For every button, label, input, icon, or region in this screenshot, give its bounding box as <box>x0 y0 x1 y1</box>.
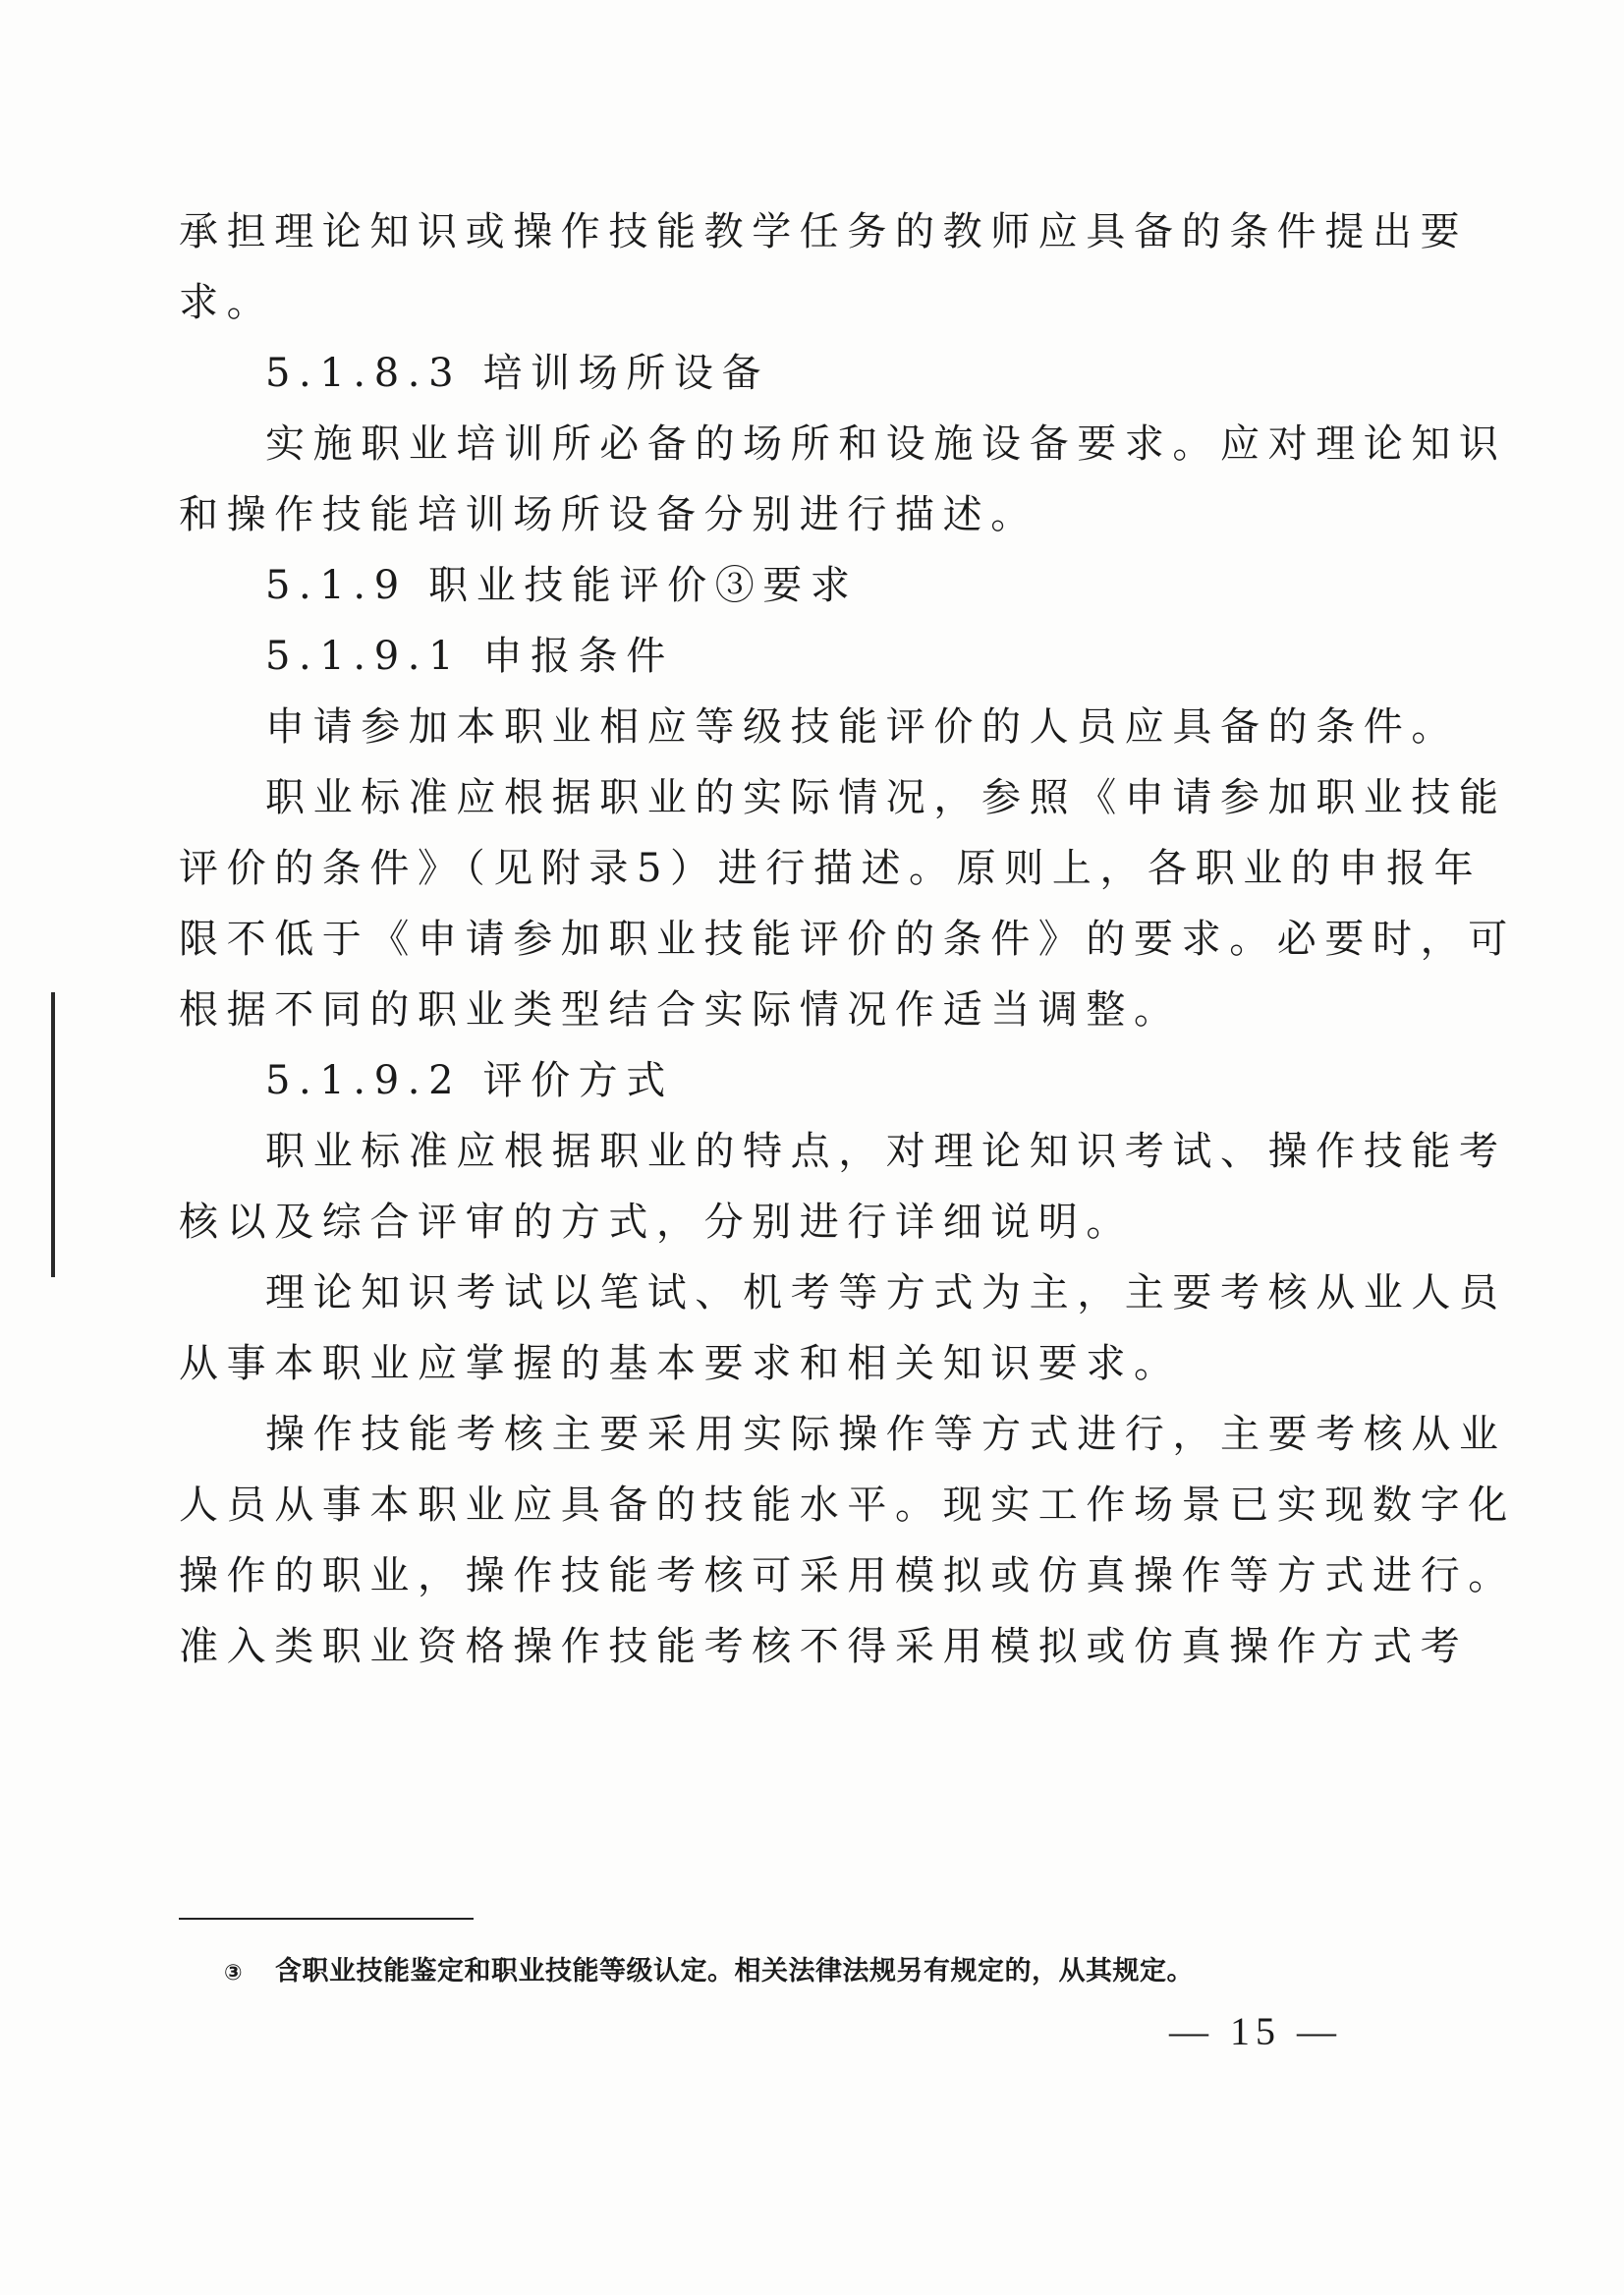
text-line: 申请参加本职业相应等级技能评价的人员应具备的条件。 <box>265 704 1459 750</box>
body-text <box>179 196 1516 1682</box>
text-line: 评价的条件》（见附录5）进行描述。原则上，各职业的申报年 <box>179 846 1483 891</box>
text-line: 人员从事本职业应具备的技能水平。现实工作场景已实现数字化 <box>179 1483 1516 1528</box>
text-line: 核以及综合评审的方式，分别进行详细说明。 <box>179 1200 1134 1245</box>
text-line: 承担理论知识或操作技能教学任务的教师应具备的条件提出要 <box>179 209 1469 254</box>
text-line: 5.1.8.3 培训场所设备 <box>265 351 770 396</box>
text-line: 限不低于《申请参加职业技能评价的条件》的要求。必要时，可 <box>179 917 1516 962</box>
text-line: 职业标准应根据职业的实际情况，参照《申请参加职业技能 <box>265 775 1507 820</box>
text-line: 和操作技能培训场所设备分别进行描述。 <box>179 492 1038 537</box>
footnote-text: 含职业技能鉴定和职业技能等级认定。相关法律法规另有规定的，从其规定。 <box>275 1956 1194 1987</box>
text-line: 5.1.9.1 申报条件 <box>265 634 674 679</box>
text-line: 职业标准应根据职业的特点，对理论知识考试、操作技能考 <box>265 1129 1507 1174</box>
footnote-divider <box>179 1918 474 1920</box>
text-line: 根据不同的职业类型结合实际情况作适当调整。 <box>179 987 1182 1033</box>
text-line: 准入类职业资格操作技能考核不得采用模拟或仿真操作方式考 <box>179 1624 1469 1669</box>
text-line: 5.1.9 职业技能评价③要求 <box>265 563 859 608</box>
footnote-mark: ③ <box>224 1961 244 1986</box>
text-line: 理论知识考试以笔试、机考等方式为主，主要考核从业人员 <box>265 1270 1507 1315</box>
footnote <box>224 1949 1194 1987</box>
text-line: 求。 <box>179 280 275 325</box>
text-line: 从事本职业应掌握的基本要求和相关知识要求。 <box>179 1341 1182 1386</box>
text-line: 操作的职业，操作技能考核可采用模拟或仿真操作等方式进行。 <box>179 1553 1516 1598</box>
page-number: — 15 — <box>1169 2009 1342 2053</box>
text-line: 实施职业培训所必备的场所和设施设备要求。应对理论知识 <box>265 421 1507 467</box>
text-line: 5.1.9.2 评价方式 <box>265 1058 674 1103</box>
text-line: 操作技能考核主要采用实际操作等方式进行，主要考核从业 <box>265 1412 1507 1457</box>
scan-edge-mark <box>51 992 55 1277</box>
